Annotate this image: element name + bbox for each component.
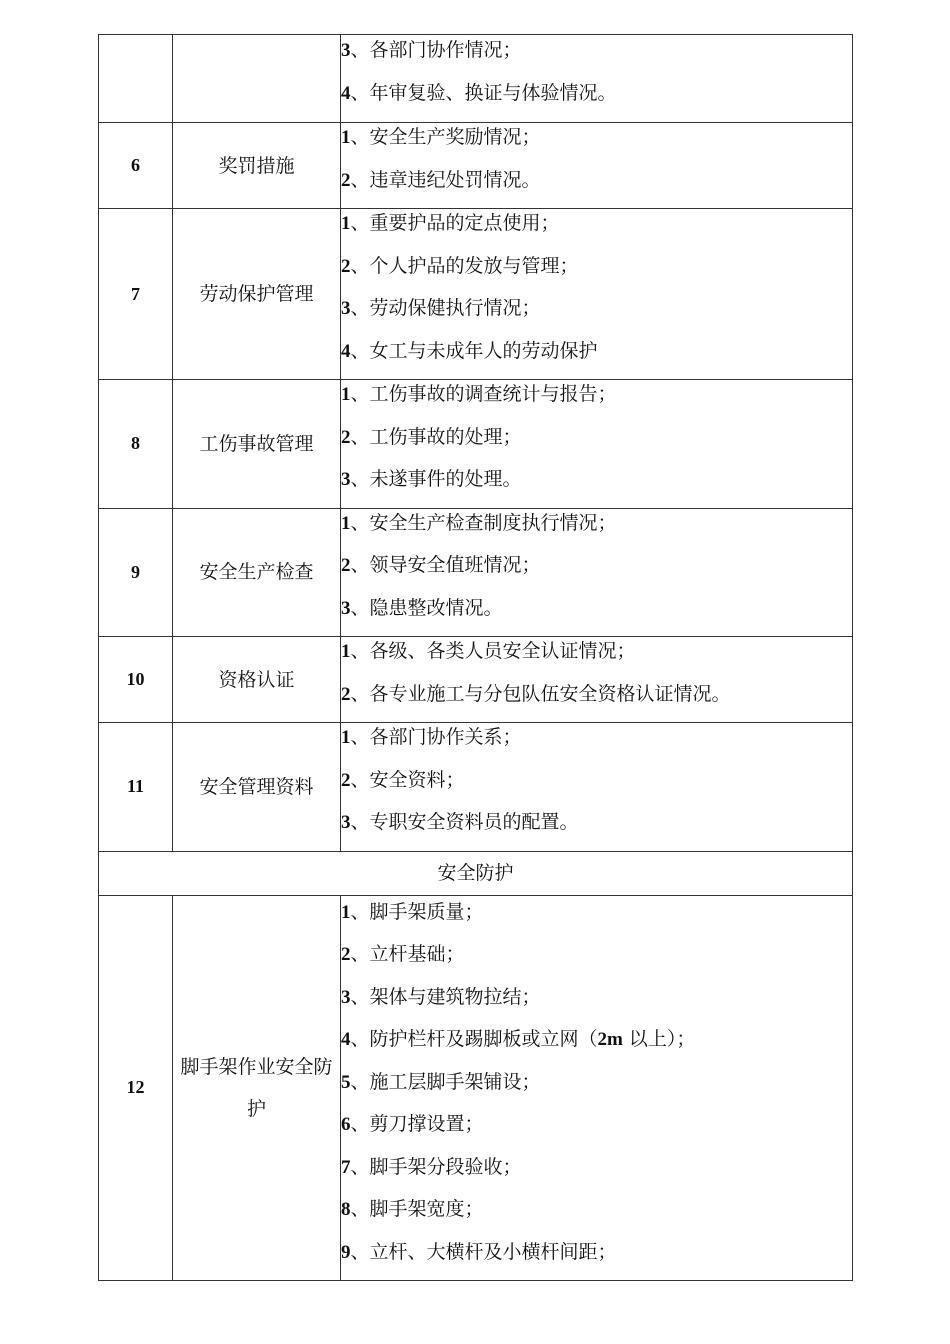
table-row (99, 723, 853, 852)
list-item: 2、工伤事故的处理； (341, 425, 522, 448)
row-number: 9 (99, 508, 173, 637)
row-items (341, 637, 853, 723)
row-number: 6 (99, 123, 173, 209)
list-item: 1、安全生产检查制度执行情况； (341, 511, 617, 534)
row-category: 资格认证 (173, 637, 341, 723)
list-item: 3、未遂事件的处理。 (341, 468, 522, 490)
row-category: 工伤事故管理 (173, 380, 341, 509)
list-item: 4、防护栏杆及踢脚板或立网（2m 以上）； (341, 1028, 696, 1050)
list-item: 2、违章违纪处罚情况。 (341, 168, 541, 191)
list-item: 3、劳动保健执行情况； (341, 297, 541, 319)
list-item: 2、立杆基础； (341, 943, 465, 965)
list-item: 7、脚手架分段验收； (341, 1155, 522, 1178)
list-item: 1、工伤事故的调查统计与报告； (341, 383, 617, 405)
category-line: 脚手架作业安全防 (180, 1055, 333, 1078)
list-item: 3、各部门协作情况； (341, 39, 522, 61)
row-items (341, 35, 853, 123)
row-category: 劳动保护管理 (173, 209, 341, 380)
row-items (341, 123, 853, 209)
table-row (99, 508, 853, 637)
table-row (99, 123, 853, 209)
row-items (341, 508, 853, 637)
list-item: 4、年审复验、换证与体验情况。 (341, 81, 617, 104)
row-number: 12 (99, 895, 173, 1281)
list-item: 9、立杆、大横杆及小横杆间距； (341, 1240, 617, 1263)
list-item: 1、各部门协作关系； (341, 726, 522, 748)
row-number (99, 35, 173, 123)
list-item: 5、施工层脚手架铺设； (341, 1070, 541, 1093)
table-row (99, 637, 853, 723)
list-item: 2、安全资料； (341, 768, 465, 791)
list-item: 3、专职安全资料员的配置。 (341, 811, 579, 833)
row-number: 8 (99, 380, 173, 509)
row-items (341, 380, 853, 509)
category-line: 护 (246, 1097, 266, 1120)
row-number: 11 (99, 723, 173, 852)
list-item: 2、各专业施工与分包队伍安全资格认证情况。 (341, 682, 731, 705)
row-number: 7 (99, 209, 173, 380)
row-number: 10 (99, 637, 173, 723)
table-row (99, 895, 853, 1281)
list-item: 2、领导安全值班情况； (341, 554, 541, 576)
table-row (99, 209, 853, 380)
list-item: 1、重要护品的定点使用； (341, 212, 560, 234)
row-items (341, 723, 853, 852)
row-category: 安全生产检查 (173, 508, 341, 637)
list-item: 6、剪刀撑设置； (341, 1113, 484, 1135)
section-title: 安全防护 (99, 851, 853, 895)
row-category (173, 35, 341, 123)
row-category: 奖罚措施 (173, 123, 341, 209)
row-category: 安全管理资料 (173, 723, 341, 852)
list-item: 8、脚手架宽度； (341, 1198, 484, 1220)
list-item: 3、隐患整改情况。 (341, 596, 503, 619)
list-item: 2、个人护品的发放与管理； (341, 254, 579, 277)
list-item: 1、安全生产奖励情况； (341, 126, 541, 148)
list-item: 4、女工与未成年人的劳动保护 (341, 339, 598, 362)
section-row (99, 851, 853, 895)
document-page (98, 34, 852, 1281)
inspection-table (98, 34, 853, 1281)
row-items (341, 209, 853, 380)
table-row (99, 380, 853, 509)
list-item: 1、各级、各类人员安全认证情况； (341, 640, 636, 662)
row-items (341, 895, 853, 1281)
list-item: 1、脚手架质量； (341, 900, 484, 923)
row-category (173, 895, 341, 1281)
list-item: 3、架体与建筑物拉结； (341, 985, 541, 1008)
table-row (99, 35, 853, 123)
